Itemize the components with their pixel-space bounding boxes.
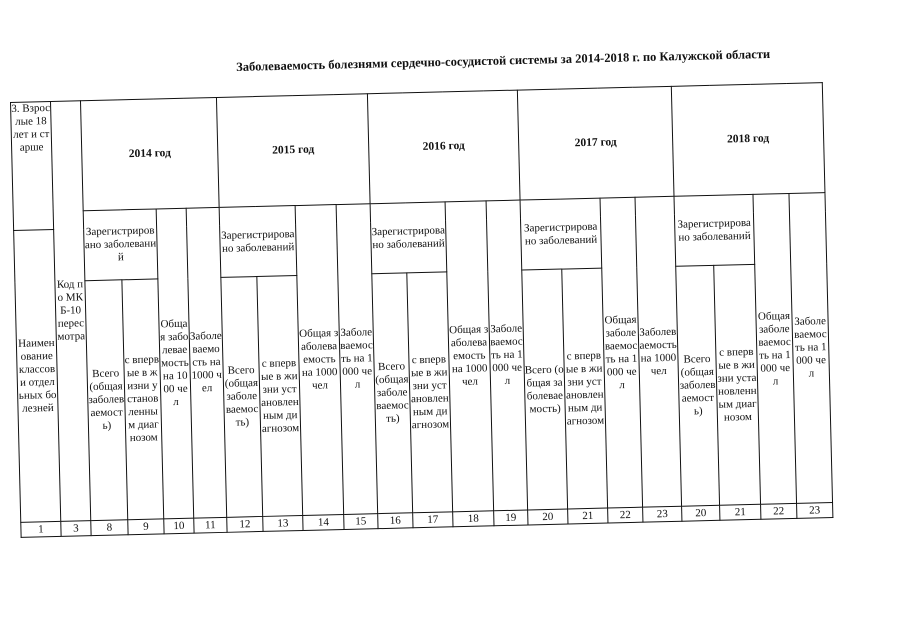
column-number: 21 (720, 504, 761, 520)
column-number: 22 (608, 507, 643, 523)
total-header-2016: Всего (общая заболеваемость) (372, 273, 413, 514)
total-header-2014: Всего (общая заболеваемость) (85, 280, 128, 521)
incidence-header-2016: Заболеваемость на 1000 чел (486, 200, 528, 511)
registered-header-2016: Зарегистрировано заболеваний (370, 202, 447, 274)
column-number: 1 (21, 521, 61, 537)
year-header-2015: 2015 год (216, 94, 370, 208)
column-number: 22 (761, 503, 797, 519)
column-number: 20 (528, 509, 568, 525)
column-number: 11 (194, 517, 227, 533)
table-wrapper (10, 82, 833, 538)
column-number: 12 (227, 516, 263, 532)
incidence-header-2014: Заболеваемость на 1000 чел (186, 207, 227, 518)
year-header-2018: 2018 год (671, 83, 825, 197)
first-header-2014: с впервые в жизни установленным диагнозом (122, 279, 164, 520)
column-number: 21 (568, 508, 608, 524)
column-number: 23 (643, 506, 682, 522)
header-row-years (11, 83, 825, 213)
first-header-2017: с впервые в жизни установленным диагнозом (562, 268, 608, 509)
total-header-2017: Всего (общая заболеваемость) (522, 269, 568, 510)
code-header: Код по МКБ-10 пересмотра (51, 101, 91, 522)
general-header-2015: Общая заболеваемость на 1000 чел (295, 205, 344, 516)
registered-header-2017: Зарегистрировано заболеваний (520, 198, 602, 270)
general-header-2014: Общая заболеваемость на 1000 чел (156, 208, 194, 519)
general-header-2018: Общая заболеваемость на 1000 чел (753, 193, 797, 504)
column-number: 17 (413, 512, 453, 528)
column-number: 13 (263, 515, 303, 531)
total-header-2015: Всего (общая заболеваемость) (221, 277, 263, 518)
column-number: 8 (91, 520, 128, 536)
year-header-2017: 2017 год (517, 86, 674, 200)
year-header-2014: 2014 год (80, 97, 219, 210)
column-number: 3 (61, 521, 91, 537)
registered-header-2014: Зарегистрировано заболеваний (83, 209, 158, 281)
header-row-subcolumns (15, 263, 833, 523)
column-number: 15 (344, 514, 378, 530)
first-header-2015: с впервые в жизни установленным диагнозом (257, 276, 303, 517)
column-number: 19 (494, 510, 528, 526)
registered-header-2015: Зарегистрировано заболеваний (219, 206, 297, 278)
first-header-2018: с впервые в жизни установленным диагнозом (714, 264, 761, 505)
year-header-2016: 2016 год (367, 90, 520, 204)
total-header-2018: Всего (общая заболеваемость) (676, 265, 720, 506)
morbidity-table (10, 82, 833, 538)
registered-header-2018: Зарегистрировано заболеваний (674, 194, 755, 266)
general-header-2016: Общая заболеваемость на 1000 чел (445, 201, 494, 512)
column-number: 20 (682, 505, 720, 521)
corner-label: 3. Взрослые 18 лет и старше (11, 102, 54, 231)
column-number: 10 (164, 518, 194, 534)
document-title: Заболеваемость болезнями сердечно-сосудистой системы за 2014-2018 г. по Калужской области (236, 46, 771, 74)
column-number: 9 (128, 519, 164, 535)
name-header: Наименование классов и отдельных болезней (14, 229, 61, 522)
incidence-header-2018: Заболеваемость на 1000 чел (789, 193, 833, 504)
column-number: 14 (303, 514, 344, 530)
incidence-header-2015: Заболеваемость на 1000 чел (336, 204, 378, 515)
incidence-header-2017: Заболеваемость на 1000 чел (635, 196, 682, 507)
column-number: 18 (453, 511, 494, 527)
general-header-2017: Общая заболеваемость на 1000 чел (600, 197, 643, 508)
column-number: 16 (378, 513, 413, 529)
column-number: 23 (797, 503, 833, 519)
first-header-2016: с впервые в жизни установленным диагнозом (407, 272, 453, 513)
